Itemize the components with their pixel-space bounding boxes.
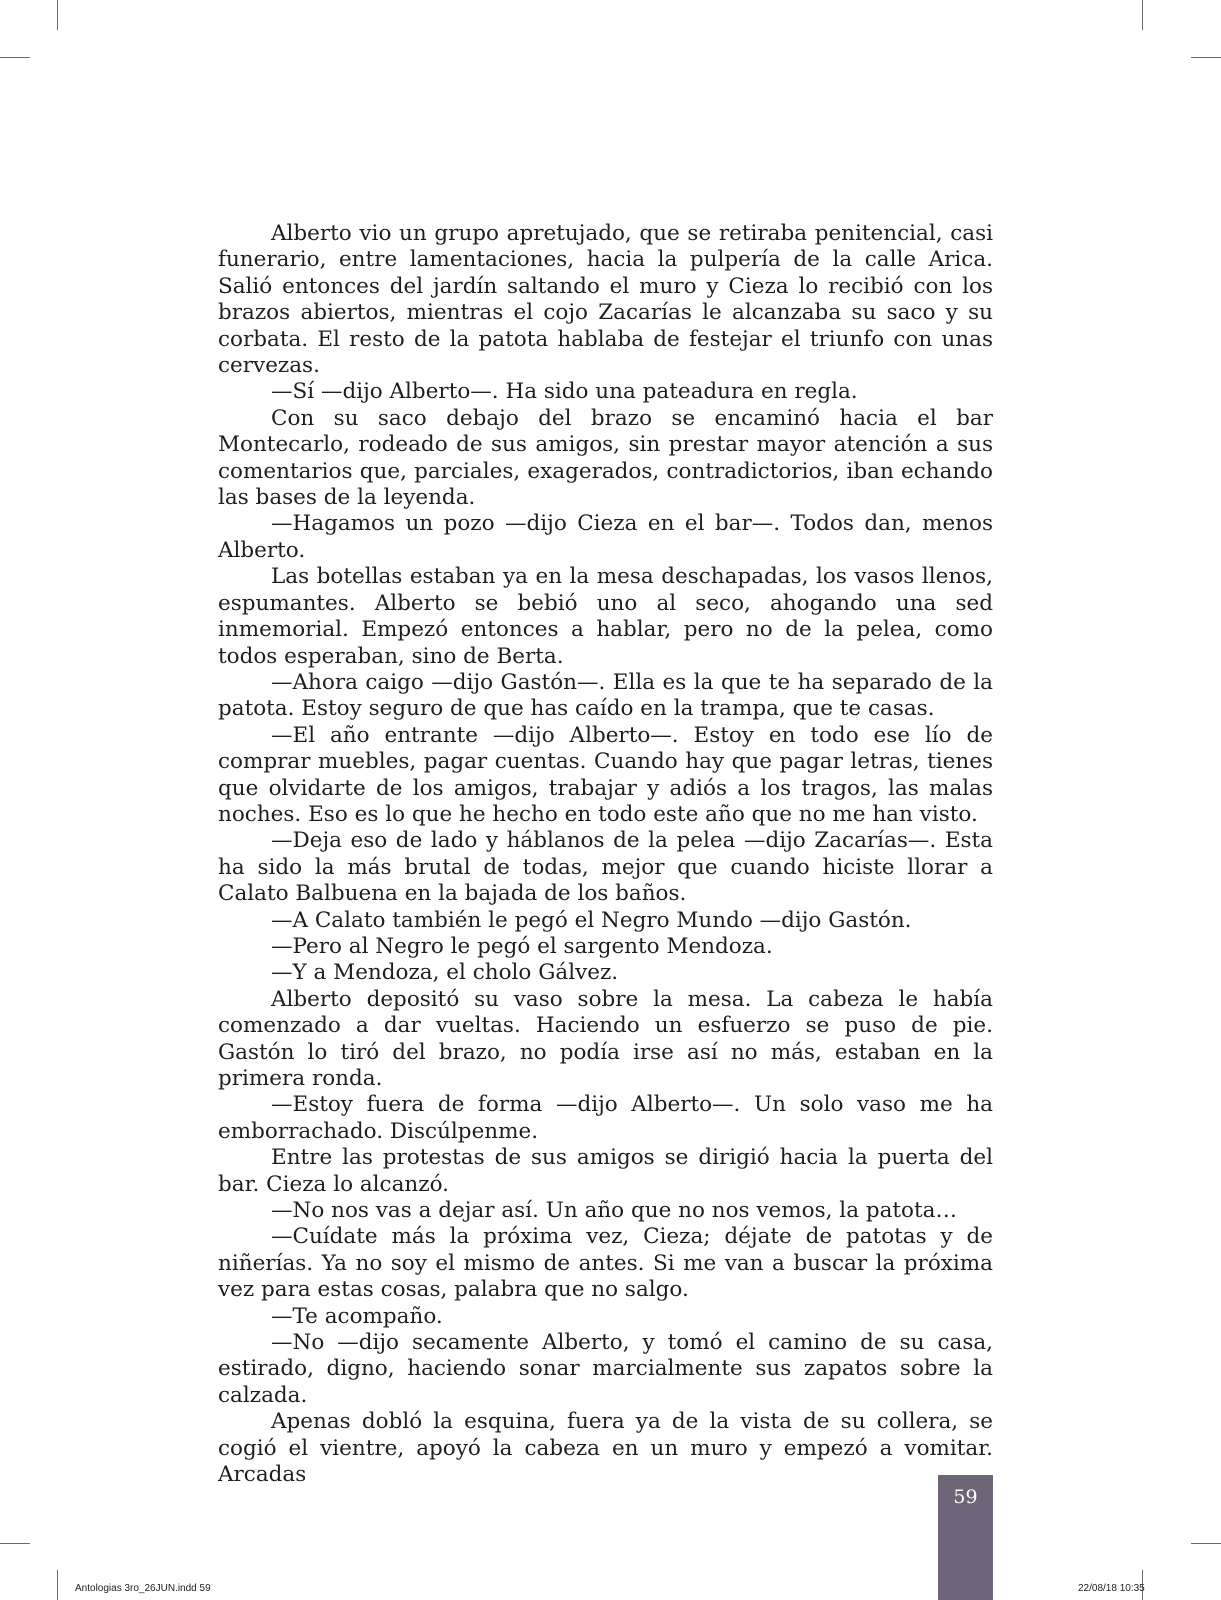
page-number: 59	[953, 1486, 978, 1508]
crop-mark-left-top	[0, 57, 30, 58]
paragraph: —Deja eso de lado y háblanos de la pelea —dijo Zacarías—. Esta ha sido la más brutal de todas, mejor que cuando hiciste llorar a Calato Balbuena en la bajada de los baños.	[218, 828, 993, 907]
paragraph: —No —dijo secamente Alberto, y tomó el camino de su casa, estirado, digno, haciendo sonar marcialmente sus zapatos sobre la calzada.	[218, 1330, 993, 1408]
paragraph: —A Calato también le pegó el Negro Mundo —dijo Gastón.	[271, 907, 912, 933]
crop-mark-right-bottom	[1191, 1543, 1221, 1544]
crop-mark-top-left	[57, 0, 58, 30]
paragraph: Alberto vio un grupo apretujado, que se retiraba penitencial, casi funerario, entre lamentaciones, hacia la pulpería de la calle Arica. Salió entonces del jardín saltando el muro y Cieza lo recibió con los brazos abiertos, mientras el cojo Zacarías le alcanzaba su saco y su corbata. El resto de la patota hablaba de festejar el triunfo con unas cervezas.	[218, 221, 993, 379]
paragraph: —Cuídate más la próxima vez, Cieza; déjate de patotas y de niñerías. Ya no soy el mismo de antes. Si me van a buscar la próxima vez para estas cosas, palabra que no salgo.	[218, 1224, 993, 1303]
folio-tab	[938, 1475, 993, 1600]
paragraph: —Te acompaño.	[271, 1303, 443, 1329]
paragraph: —Y a Mendoza, el cholo Gálvez.	[271, 960, 619, 986]
paragraph: —El año entrante —dijo Alberto—. Estoy en todo ese lío de comprar muebles, pagar cuentas. Cuando hay que pagar letras, tienes que olvidarte de los amigos, trabajar y adiós a los tragos, las malas noches. Eso es lo que he hecho en todo este año que no me han visto.	[218, 722, 993, 827]
paragraph: —Pero al Negro le pegó el sargento Mendoza.	[271, 933, 773, 959]
paragraph: Con su saco debajo del brazo se encaminó hacia el bar Montecarlo, rodeado de sus amigos, sin prestar mayor atención a sus comentarios que, parciales, exagerados, contradictorios, iban echando las bases de la leyenda.	[218, 405, 993, 511]
paragraph: —Estoy fuera de forma —dijo Alberto—. Un solo vaso me ha emborrachado. Discúlpenme.	[218, 1092, 993, 1144]
body-text	[218, 221, 993, 1489]
paragraph: Alberto depositó su vaso sobre la mesa. La cabeza le había comenzado a dar vueltas. Haciendo un esfuerzo se puso de pie. Gastón lo tiró del brazo, no podía irse así no más, estaban en la primera ronda.	[218, 986, 993, 1091]
paragraph: —Hagamos un pozo —dijo Cieza en el bar—. Todos dan, menos Alberto.	[218, 511, 993, 563]
paragraph: Entre las protestas de sus amigos se dirigió hacia la puerta del bar. Cieza lo alcanzó.	[218, 1145, 993, 1197]
slug-file-name: Antologias 3ro_26JUN.indd 59	[75, 1583, 211, 1594]
paragraph: Las botellas estaban ya en la mesa deschapadas, los vasos llenos, espumantes. Alberto se bebió uno al seco, ahogando una sed inmemorial. Empezó entonces a hablar, pero no de la pelea, como todos esperaban, sino de Berta.	[218, 564, 993, 669]
crop-mark-top-right	[1142, 0, 1143, 30]
crop-mark-right-top	[1191, 57, 1221, 58]
crop-mark-bottom-left	[57, 1570, 58, 1600]
paragraph: —Ahora caigo —dijo Gastón—. Ella es la que te ha separado de la patota. Estoy seguro de que has caído en la trampa, que te casas.	[218, 669, 993, 722]
paragraph: Apenas dobló la esquina, fuera ya de la vista de su collera, se cogió el vientre, apoyó la cabeza en un muro y empezó a vomitar. Arcadas	[218, 1409, 993, 1488]
paragraph: —Sí —dijo Alberto—. Ha sido una pateadura en regla.	[271, 379, 858, 405]
paragraph: —No nos vas a dejar así. Un año que no nos vemos, la patota…	[271, 1198, 957, 1224]
slug-datetime: 22/08/18 10:35	[1078, 1583, 1145, 1594]
crop-mark-left-bottom	[0, 1543, 30, 1544]
